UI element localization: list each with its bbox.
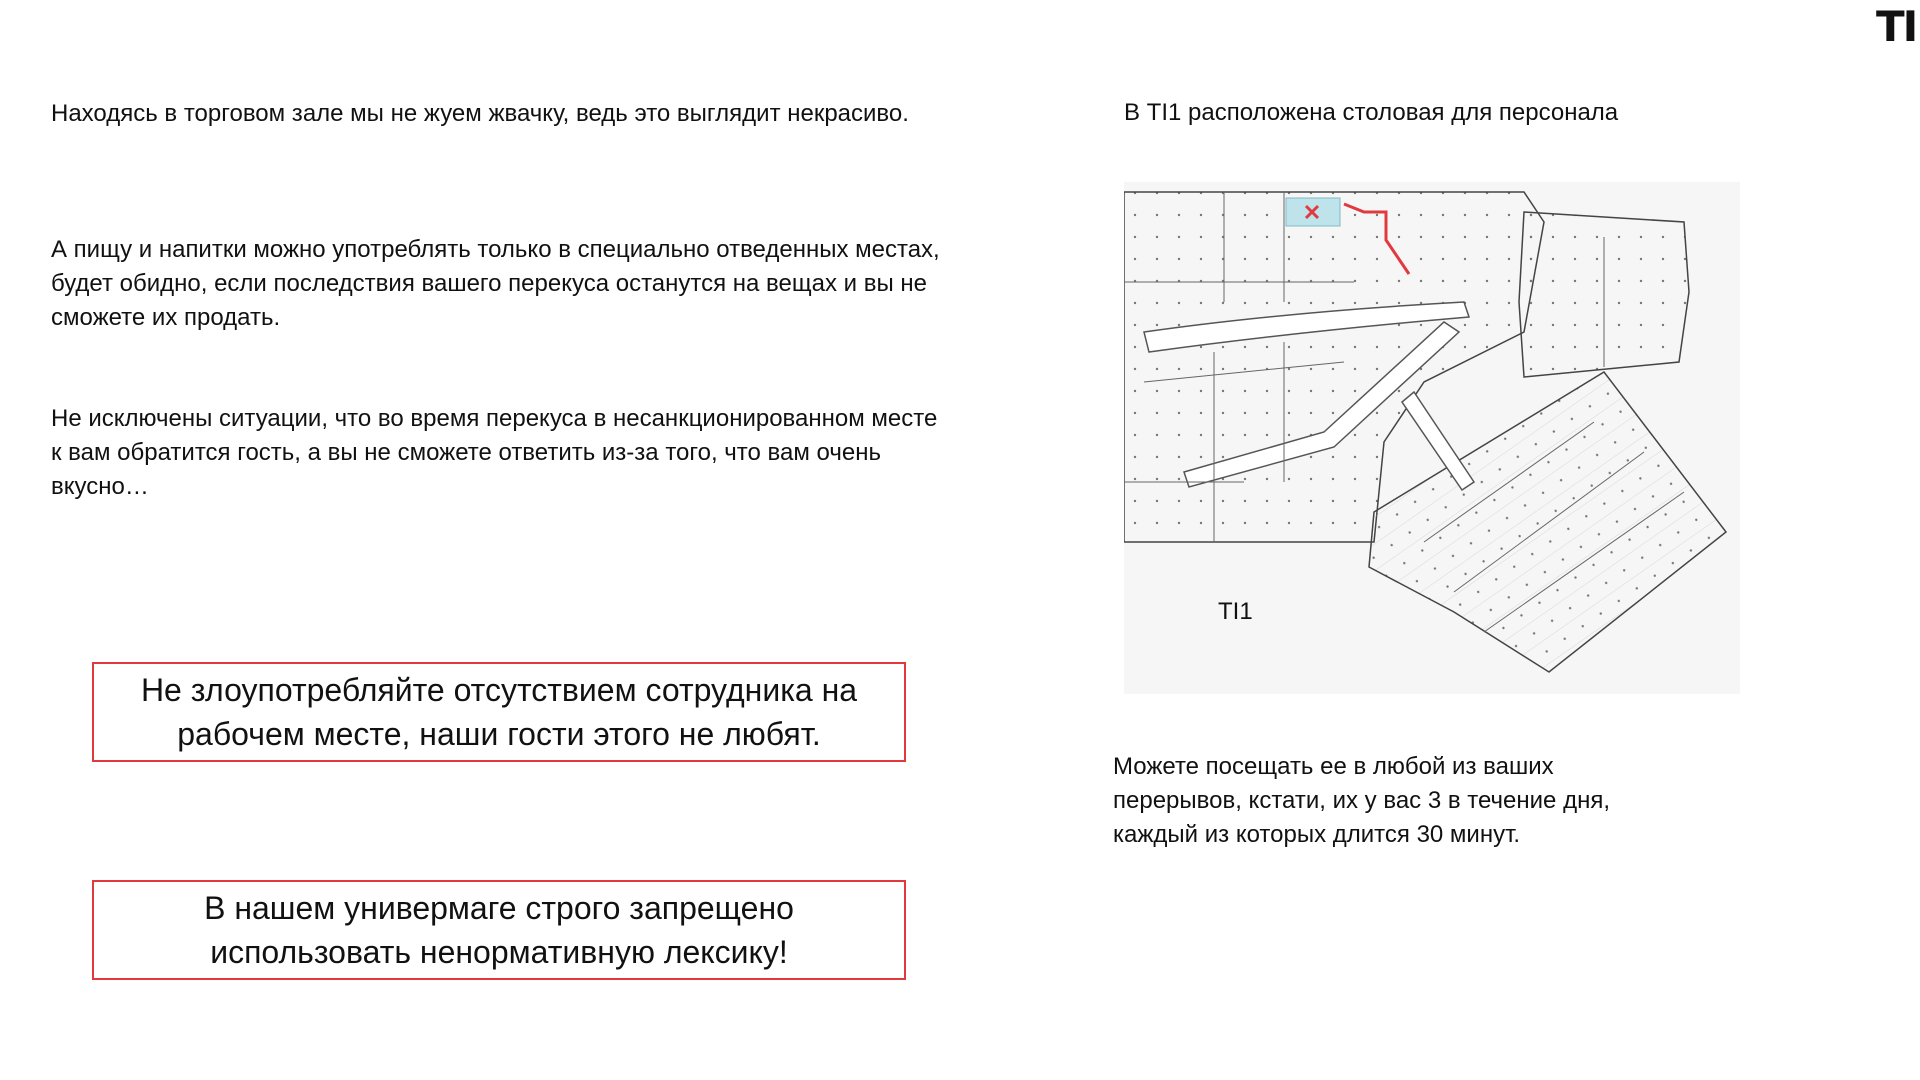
map-caption-top: В TI1 расположена столовая для персонала: [1124, 99, 1619, 126]
map-label: TI1: [1218, 598, 1253, 625]
floor-plan-map: [1124, 182, 1740, 694]
callout-absence-text: Не злоупотребляйте отсутствием сотрудника на рабочем месте, наши гости этого не любят.: [140, 672, 858, 752]
brand-logo: TI: [1876, 2, 1917, 51]
callout-language: [92, 880, 906, 980]
paragraph-gum: Находясь в торговом зале мы не жуем жвачку, ведь это выглядит некрасиво.: [51, 100, 909, 127]
paragraph-food: А пищу и напитки можно употреблять только в специально отведенных местах, будет обидно, если последствия вашего перекуса останутся на вещах и вы не сможете их продать.: [51, 236, 940, 331]
callout-language-text: В нашем универмаге строго запрещено использовать ненормативную лексику!: [204, 890, 794, 970]
callout-absence: [92, 662, 906, 762]
paragraph-snack: Не исключены ситуации, что во время перекуса в несанкционированном месте к вам обратится гость, а вы не сможете ответить из-за того, что вам очень вкусно…: [51, 405, 938, 500]
map-caption-bottom: Можете посещать ее в любой из ваших перерывов, кстати, их у вас 3 в течение дня, каждый из которых длится 30 минут.: [1113, 753, 1610, 848]
